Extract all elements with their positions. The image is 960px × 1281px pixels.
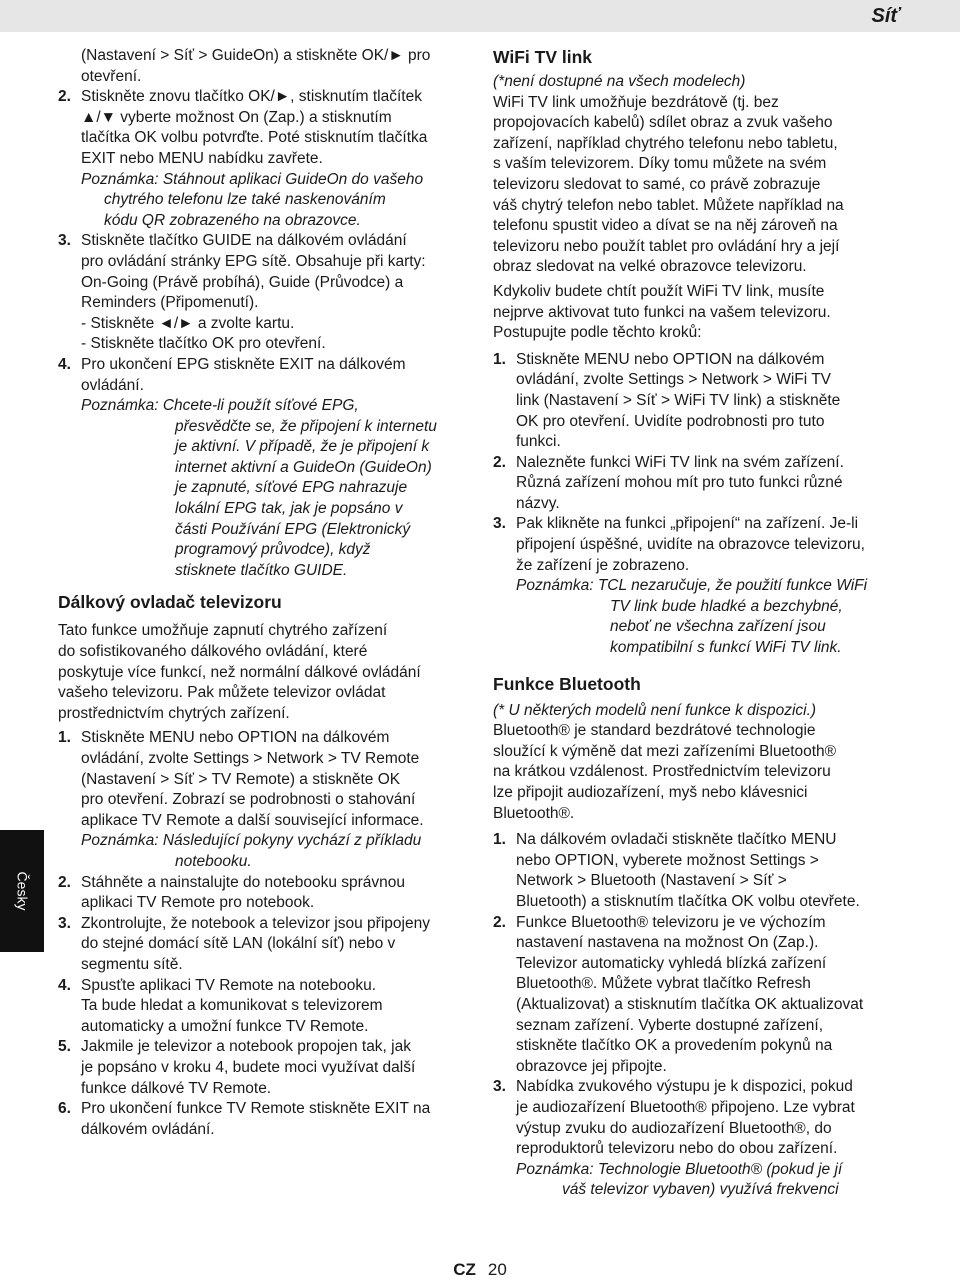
text-line: poskytuje více funkcí, než normální dálkové ovládání — [58, 663, 421, 681]
text-line: Poznámka: TCL nezaručuje, že použití funkce WiFi — [516, 577, 868, 595]
text-line: obrazovce jej připojte. — [516, 1057, 667, 1075]
text-line: segmentu sítě. — [81, 955, 183, 973]
text-line: Poznámka: Technologie Bluetooth® (pokud je jí — [516, 1160, 843, 1178]
wifi-section-heading: WiFi TV link — [493, 47, 593, 67]
bluetooth-step-3 — [493, 1077, 903, 1201]
text-line: je audiozařízení Bluetooth® připojeno. Lze vybrat — [516, 1098, 855, 1116]
step-number: 2. — [493, 913, 506, 931]
step-number: 2. — [493, 453, 506, 471]
text-line: notebooku. — [175, 852, 252, 870]
step-number: 1. — [58, 729, 71, 747]
text-line: pro otevření. Zobrazí se podrobnosti o stahování — [81, 791, 416, 809]
section-title: Síť — [871, 5, 900, 27]
text-line: Bluetooth) a stisknutím tlačítka OK volbu otevřete. — [516, 892, 860, 910]
text-line: - Stiskněte ◄/► a zvolte kartu. — [81, 314, 295, 332]
text-line: (Nastavení > Síť > TV Remote) a stiskněte OK — [81, 770, 401, 788]
bluetooth-step-1 — [493, 830, 903, 912]
text-line: je zapnuté, síťové EPG nahrazuje — [175, 479, 408, 497]
text-line: Poznámka: Chcete-li použít síťové EPG, — [81, 397, 359, 415]
bluetooth-step-2 — [493, 913, 903, 1078]
text-line: seznam zařízení. Vyberte dostupné zařízení, — [516, 1016, 824, 1034]
right-column — [493, 46, 903, 1201]
text-line: aplikace TV Remote a další související informace. — [81, 811, 424, 829]
step-4 — [58, 355, 470, 396]
intro-paragraph — [58, 46, 470, 87]
text-line: Stáhněte a nainstalujte do notebooku správnou — [81, 873, 406, 891]
text-line: Stiskněte tlačítko GUIDE na dálkovém ovládání — [81, 232, 407, 250]
remote-step-3 — [58, 914, 470, 976]
text-line: Stiskněte MENU nebo OPTION na dálkovém — [81, 729, 390, 747]
wifi-step-2 — [493, 453, 903, 515]
step-number: 3. — [58, 914, 71, 932]
step-number: 3. — [58, 232, 71, 250]
text-line: televizoru nebo použít tablet pro ovládání hry a její — [493, 237, 840, 255]
text-line: Bluetooth®. Můžete vybrat tlačítko Refresh — [516, 975, 811, 993]
note-2 — [58, 396, 470, 581]
text-line: Jakmile je televizor a notebook propojen tak, jak — [81, 1038, 411, 1056]
remote-step-1 — [58, 728, 470, 872]
bluetooth-section-heading: Funkce Bluetooth — [493, 673, 641, 694]
text-line: Poznámka: Stáhnout aplikaci GuideOn do vašeho — [81, 170, 424, 188]
text-line: EXIT nebo MENU nabídku zavřete. — [81, 149, 323, 167]
text-line: váš televizor vybaven) využívá frekvenci — [562, 1181, 839, 1199]
text-line: Pro ukončení EPG stiskněte EXIT na dálkovém — [81, 355, 406, 373]
text-line: připojení úspěšné, uvidíte na obrazovce televizoru, — [516, 536, 865, 554]
wifi-availability-note: (*není dostupné na všech modelech) — [493, 73, 746, 90]
text-line: Kdykoliv budete chtít použít WiFi TV link, musíte — [493, 282, 825, 300]
text-line: Nabídka zvukového výstupu je k dispozici, pokud — [516, 1078, 853, 1096]
text-line: do sofistikovaného dálkového ovládání, které — [58, 643, 368, 661]
text-line: Reminders (Připomenutí). — [81, 294, 259, 312]
text-line: Stiskněte MENU nebo OPTION na dálkovém — [516, 350, 825, 368]
step-number: 2. — [58, 873, 71, 891]
text-line: výstup zvuku do audiozařízení Bluetooth®, do — [516, 1119, 832, 1137]
text-line: On-Going (Právě probíhá), Guide (Průvodce) a — [81, 273, 404, 291]
text-line: Network > Bluetooth (Nastavení > Síť > — [516, 872, 787, 890]
text-line: nejprve aktivovat tuto funkci na vašem televizoru. — [493, 303, 831, 321]
text-line: WiFi TV link umožňuje bezdrátově (tj. bez — [493, 93, 779, 111]
language-code: CZ — [453, 1260, 476, 1279]
text-line: ovládání, zvolte Settings > Network > WiFi TV — [516, 371, 832, 389]
remote-step-6 — [58, 1099, 470, 1140]
text-line: tlačítka OK volbu potvrďte. Poté stisknutím tlačítka — [81, 129, 428, 147]
text-line: sloužící k výměně dat mezi zařízeními Bluetooth® — [493, 742, 837, 760]
step-number: 6. — [58, 1100, 71, 1118]
text-line: OK pro otevření. Uvidíte podrobnosti pro tuto — [516, 412, 825, 430]
step-number: 1. — [493, 350, 506, 368]
text-line: Ta bude hledat a komunikovat s televizorem — [81, 997, 383, 1015]
text-line: link (Nastavení > Síť > WiFi TV link) a stiskněte — [516, 391, 841, 409]
text-line: lokální EPG tak, jak je popsáno v — [175, 500, 403, 518]
text-line: že zařízení je zobrazeno. — [516, 556, 690, 574]
text-line: programový průvodce), když — [175, 541, 371, 559]
page-footer — [0, 1260, 960, 1281]
text-line: dálkovém ovládání. — [81, 1120, 215, 1138]
step-number: 3. — [493, 515, 506, 533]
remote-step-5 — [58, 1037, 470, 1099]
text-line: ▲/▼ vyberte možnost On (Zap.) a stisknutím — [81, 108, 392, 126]
text-line: reproduktorů televizoru nebo do obou zařízení. — [516, 1140, 838, 1158]
step-number: 1. — [493, 831, 506, 849]
text-line: Zkontrolujte, že notebook a televizor jsou připojeny — [81, 914, 430, 932]
text-line: Postupujte podle těchto kroků: — [493, 324, 702, 342]
left-column — [58, 46, 470, 1140]
text-line: váš chytrý telefon nebo tablet. Můžete například na — [493, 196, 844, 214]
text-line: Pro ukončení funkce TV Remote stiskněte EXIT na — [81, 1100, 431, 1118]
wifi-intro-2 — [493, 282, 903, 344]
text-line: telefonu spustit video a dívat se na něj zároveň na — [493, 217, 838, 235]
remote-step-2 — [58, 873, 470, 914]
text-line: Bluetooth® je standard bezdrátové technologie — [493, 722, 816, 740]
step-3 — [58, 231, 470, 355]
text-line: Bluetooth®. — [493, 804, 575, 822]
language-tab-label: Česky — [14, 871, 31, 911]
text-line: vašeho televizoru. Pak můžete televizor ovládat — [58, 684, 386, 702]
step-number: 2. — [58, 88, 71, 106]
remote-section-heading: Dálkový ovladač televizoru — [58, 592, 282, 613]
text-line: neboť ne všechna zařízení jsou — [610, 618, 826, 636]
text-line: lze připojit audiozařízení, myš nebo klávesnici — [493, 784, 808, 801]
text-line: (Nastavení > Síť > GuideOn) a stiskněte OK/► pro — [81, 47, 431, 64]
wifi-step-1 — [493, 350, 903, 453]
bluetooth-intro — [493, 721, 903, 824]
remote-step-4 — [58, 976, 470, 1038]
text-line: zařízení, například chytrého telefonu nebo tabletu, — [493, 134, 838, 152]
text-line: obraz sledovat na velké obrazovce televizoru. — [493, 258, 807, 276]
text-line: ovládání. — [81, 376, 144, 394]
page-number: 20 — [487, 1260, 507, 1279]
text-line: pro ovládání stránky EPG sítě. Obsahuje při karty: — [81, 252, 426, 270]
text-line: chytrého telefonu lze také naskenováním — [104, 191, 386, 209]
text-line: - Stiskněte tlačítko OK pro otevření. — [81, 335, 326, 353]
step-number: 3. — [493, 1078, 506, 1096]
bluetooth-availability-note: (* U některých modelů není funkce k dispozici.) — [493, 701, 817, 719]
text-line: nastavení nastavena na možnost On (Zap.). — [516, 934, 819, 952]
text-line: s vaším televizorem. Díky tomu můžete na svém — [493, 155, 827, 173]
text-line: funkce dálkové TV Remote. — [81, 1079, 272, 1097]
text-line: kódu QR zobrazeného na obrazovce. — [104, 211, 361, 229]
text-line: (Aktualizovat) a stisknutím tlačítka OK aktualizovat — [516, 995, 864, 1013]
text-line: Různá zařízení mohou mít pro tuto funkci různé — [516, 474, 843, 492]
text-line: stiskněte tlačítko OK a provedením pokynů na — [516, 1037, 833, 1055]
step-number: 4. — [58, 976, 71, 994]
text-line: Funkce Bluetooth® televizoru je ve výchozím — [516, 913, 826, 931]
text-line: do stejné domácí sítě LAN (lokální síť) nebo v — [81, 935, 396, 953]
text-line: Televizor automaticky vyhledá blízká zařízení — [516, 954, 827, 972]
wifi-intro — [493, 93, 903, 278]
text-line: ovládání, zvolte Settings > Network > TV Remote — [81, 750, 420, 767]
text-line: stisknete tlačítko GUIDE. — [175, 561, 348, 579]
text-line: Nalezněte funkci WiFi TV link na svém zařízení. — [516, 453, 844, 471]
text-line: funkci. — [516, 433, 561, 451]
text-line: prostřednictvím chytrých zařízení. — [58, 704, 290, 722]
text-line: Pak klikněte na funkci „připojení“ na zařízení. Je-li — [516, 515, 859, 533]
text-line: Spusťte aplikaci TV Remote na notebooku. — [81, 976, 377, 994]
step-number: 5. — [58, 1038, 71, 1056]
text-line: nebo OPTION, vyberete možnost Settings > — [516, 851, 819, 869]
text-line: názvy. — [516, 494, 560, 512]
text-line: Stiskněte znovu tlačítko OK/►, stisknutím tlačítek — [81, 88, 422, 106]
text-line: Tato funkce umožňuje zapnutí chytrého zařízení — [58, 622, 388, 640]
text-line: kompatibilní s funkcí WiFi TV link. — [610, 639, 842, 657]
text-line: aplikaci TV Remote pro notebook. — [81, 894, 315, 912]
wifi-step-3 — [493, 514, 903, 658]
text-line: na krátkou vzdálenost. Prostřednictvím televizoru — [493, 763, 831, 781]
text-line: televizoru sledovat to samé, co právě zobrazuje — [493, 175, 821, 193]
step-number: 4. — [58, 355, 71, 373]
header-bar — [0, 0, 960, 32]
language-tab — [0, 830, 44, 952]
text-line: je aktivní. V případě, že je připojení k — [175, 438, 430, 456]
text-line: části Používání EPG (Elektronický — [175, 520, 411, 538]
text-line: automaticky a umožní funkce TV Remote. — [81, 1017, 369, 1035]
text-line: internet aktivní a GuideOn (GuideOn) — [175, 458, 432, 476]
text-line: otevření. — [81, 67, 142, 85]
text-line: TV link bude hladké a bezchybné, — [610, 597, 843, 615]
text-line: propojovacích kabelů) sdílet obraz a zvuk vašeho — [493, 114, 833, 132]
step-2 — [58, 87, 470, 169]
text-line: přesvědčte se, že připojení k internetu — [175, 417, 437, 435]
text-line: je popsáno v kroku 4, budete moci využívat další — [81, 1058, 416, 1076]
remote-intro — [58, 621, 470, 724]
note-1 — [58, 170, 470, 232]
text-line: Na dálkovém ovladači stiskněte tlačítko MENU — [516, 831, 837, 849]
text-line: Poznámka: Následující pokyny vychází z příkladu — [81, 832, 422, 850]
